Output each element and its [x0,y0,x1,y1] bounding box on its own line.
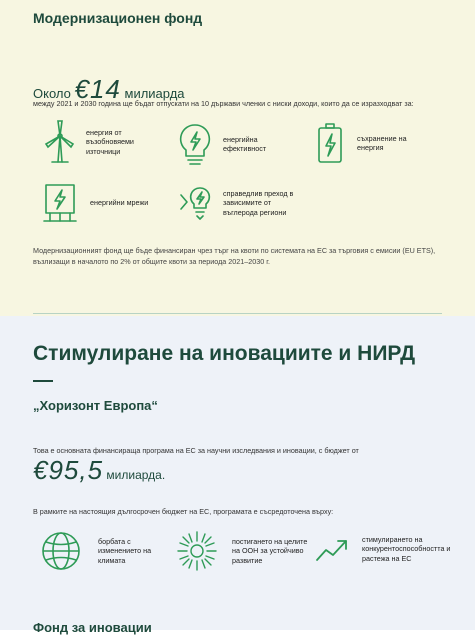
battery-icon [315,122,345,164]
modernization-paragraph: Модернизационният фонд ще бъде финансиран чрез търг на квоти по системата на ЕС за търговия с емисии (EU ETS), възлизащи в началото по 2% от общите квоти за периода 2021–2030 г. [33,246,436,266]
item-just-transition [177,185,301,221]
item-label: енергийна ефективност [223,134,267,153]
item-label: енергия от възобновяеми източници [86,127,134,156]
item-label: постигането на целите на ООН за устойчиво развитие [232,536,308,565]
item-grids [40,183,170,223]
horizon-intro: Това е основната финансираща програма на ЕС за научни изследвания и иновации, с бюджет от [33,446,359,455]
title-underline [33,380,53,382]
sun-burst-icon [176,530,218,572]
item-label: енергийни мрежи [90,198,149,208]
item-label: съхранение на енергия [357,133,407,152]
grid-icon [40,183,80,223]
amount-value: €14 [74,74,121,104]
innovation-fund-title: Фонд за иновации [33,620,152,635]
modernization-subline: между 2021 и 2030 година ще бъдат отпускати на 10 държави членки с ниски доходи, които да се изразходват за: [33,99,414,108]
item-efficiency [177,122,283,166]
innovation-title: Стимулиране на иновациите и НИРД [33,342,416,365]
amount-prefix: Около [33,86,71,101]
item-label: стимулирането на конкурентоспособността и растежа на ЕС [362,534,451,563]
modernization-title: Модернизационен фонд [33,10,203,26]
item-renewables [40,118,158,166]
horizon-focus-intro: В рамките на настоящия дългосрочен бюджет на ЕС, програмата е съсредоточена върху: [33,507,334,516]
item-climate [40,530,168,572]
transition-icon [177,185,215,221]
item-competitiveness [314,534,458,564]
item-storage [315,122,429,164]
item-sdg [176,530,312,572]
amount-suffix: милиарда [124,86,185,101]
item-label: справедлив преход в зависимите от въглерода региони [223,188,294,217]
lightbulb-icon [177,122,213,166]
globe-icon [40,530,82,572]
section-divider [33,313,442,314]
wind-turbine-icon [40,118,80,166]
horizon-title: „Хоризонт Европа“ [33,398,158,413]
growth-chart-icon [314,534,350,564]
horizon-amount [33,455,165,486]
amount-suffix: милиарда. [106,468,166,482]
item-label: борбата с изменението на климата [98,536,152,565]
amount-value: €95,5 [33,455,104,485]
